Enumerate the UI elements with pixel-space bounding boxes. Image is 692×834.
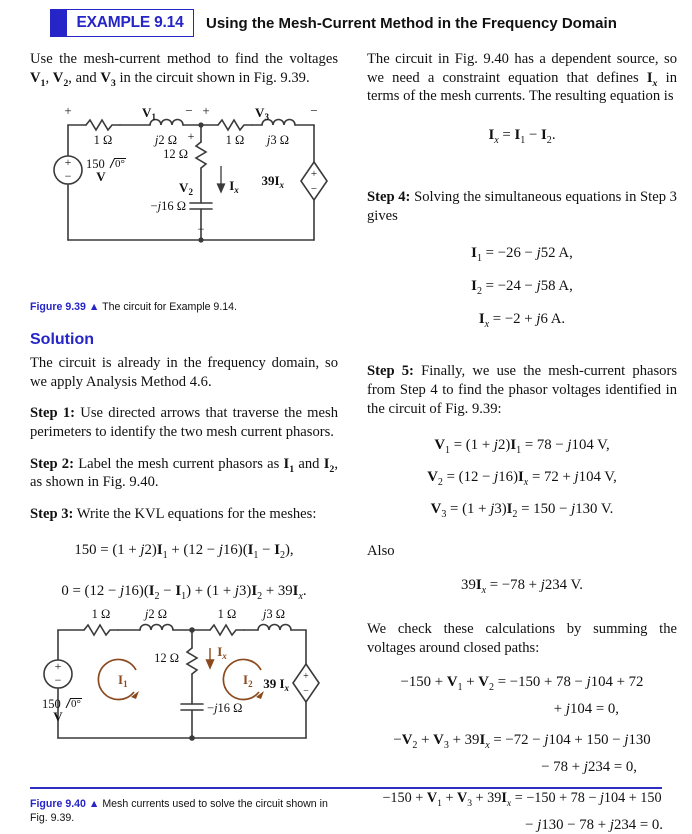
figure-39-caption [30,301,338,315]
caption-triangle-icon-2: ▲ [88,797,100,810]
svg-text:−: − [54,673,62,687]
caption-triangle-icon: ▲ [88,301,100,314]
result-V2: $V_2 = (12 - j16)I_x = 72 + j104$ V, [427,469,617,489]
right-intro-paragraph: The circuit in Fig. 9.40 has a dependent source, so we need a constraint equation that defines $I_x$ in terms of the mesh currents. The resulting equation is [367,51,677,105]
step1-text: Use directed arrows that traverse the mesh perimeters to identify the two mesh current phasors. [30,405,338,441]
label-r2-40: 1 Ω [217,608,237,621]
label-l2-39: j3 Ω [266,133,290,147]
circuit-40-svg [40,608,332,750]
svg-text:−: − [310,183,318,195]
label-v3-39: $V_3$ [255,105,269,122]
step4-paragraph [367,188,677,225]
polarity-minus-right-39: − [310,103,318,118]
label-l2-40: j3 Ω [262,608,286,621]
step2-paragraph: Step 2: Label the mesh current phasors as $I_1$ and $I_2$, as shown in Fig. 9.40. [30,455,338,491]
step2-label: Step 2: [30,455,74,472]
svg-text:+: + [303,671,309,682]
polarity-minus-v1-39: − [185,103,193,118]
check-equation-2a: $-V_2 + V_3 + 39I_x = -72 - j104 + 150 - j130$ [393,732,651,752]
label-r1-40: 1 Ω [91,608,111,621]
result-Ix: $I_x = -2 + j6$ A. [478,311,566,331]
label-l1-39: j2 Ω [154,133,178,147]
label-dep-source-40: 39 $I_x$ [263,676,289,693]
constraint-equation: $I_x = I_1 - I_2$. [488,127,556,146]
label-cap-39: −j16 Ω [150,199,186,213]
svg-text:−: − [303,686,309,697]
also-label: Also [367,543,395,560]
svg-text:150: 150 [42,697,61,711]
voltage-source-39 [54,155,82,184]
dependent-source-39 [301,162,327,200]
result-I1: $I_1 = -26 - j52$ A, [471,245,573,265]
check-equation-1b: + j104 = 0, [553,701,619,718]
figure-39-number: Figure 9.39 [30,301,86,314]
check-equation-1a: $-150 + V_1 + V_2 = -150 + 78 - j104 + 72$ [400,674,644,694]
label-cap-40: −j16 Ω [207,701,243,715]
result-V1: $V_1 = (1 + j2)I_1 = 78 - j104$ V, [434,437,610,457]
circuit-figure-40 [40,608,332,750]
source-label-40 [42,697,82,724]
voltage-source-40 [44,659,72,688]
step3-label: Step 3: [30,506,74,523]
ix-arrow-39 [218,166,225,192]
step5-paragraph [367,362,677,418]
dependent-source-40 [293,664,319,702]
label-v2-39: $V_2$ [179,180,193,197]
node-dot-top-40 [189,627,195,633]
label-r1-39: 1 Ω [93,133,113,147]
example-banner [50,9,650,37]
figure-40-number: Figure 9.40 [30,797,86,810]
polarity-minus-v2-39: − [197,222,205,236]
bottom-divider [30,787,662,789]
result-I2: $I_2 = -24 - j58$ A, [471,278,573,298]
svg-text:V: V [96,169,106,184]
example-number-box [66,9,194,37]
example-title: Using the Mesh-Current Method in the Frequency Domain [206,14,617,32]
kvl-equation-2: $0 = (12 - j16)(I_2 - I_1) + (1 + j3)I_2 + 39I_x$. [61,582,307,602]
right-column [367,50,677,834]
node-dot-bottom-39 [198,237,203,242]
svg-text:+: + [54,659,62,673]
check-equation-3b: − j130 − 78 + j234 = 0. [525,817,663,834]
circuit-39-svg [46,100,336,250]
step4-label: Step 4: [367,189,411,206]
check-equation-2b: − 78 + j234 = 0, [541,759,637,776]
step3-paragraph [30,505,338,524]
label-r2-39: 1 Ω [225,133,245,147]
circuit-figure-39 [46,100,336,250]
label-ix-40: $I_x$ [217,644,227,661]
svg-text:−: − [64,169,72,183]
figure-39-caption-text: The circuit for Example 9.14. [102,301,237,314]
step4-text: Solving the simultaneous equations in Step 3 gives [367,189,677,224]
svg-text:+: + [64,155,72,169]
polarity-plus-v3-39: + [202,103,210,118]
mesh-current-2-label: $I_2$ [243,672,253,689]
result-39Ix: $39I_x = -78 + j234$ V. [461,577,583,596]
result-V3: $V_3 = (1 + j3)I_2 = 150 - j130$ V. [430,501,614,521]
source-label-39 [86,157,126,184]
mesh-current-1-label: $I_1$ [118,672,128,689]
kvl-equation-1: $150 = (1 + j2)I_1 + (12 - j16)(I_1 - I_2)$, [74,541,294,561]
step1-paragraph [30,404,338,441]
label-ix-39: $I_x$ [229,178,239,195]
step1-label: Step 1: [30,405,75,422]
node-dot-bottom-40 [189,735,195,741]
label-dep-source-39: $39I_x$ [261,173,284,190]
step3-text: Write the KVL equations for the meshes: [76,506,317,523]
example-number-label: EXAMPLE 9.14 [76,14,184,31]
intro-paragraph: Use the mesh-current method to find the voltages $V_1$, $V_2$, and $V_3$ in the circuit shown in Fig. 9.39. [30,51,338,89]
label-r12-39: 12 Ω [163,147,188,161]
step5-label: Step 5: [367,363,414,380]
solution-intro: The circuit is already in the frequency domain, so we apply Analysis Method 4.6. [30,355,338,390]
check-paragraph: We check these calculations by summing the voltages around closed paths: [367,621,677,656]
svg-text:150: 150 [86,157,105,171]
solution-heading: Solution [30,331,94,349]
ix-arrow-40 [207,648,214,668]
svg-text:V: V [53,709,63,724]
polarity-plus-v2-39: + [187,129,195,143]
check-equation-3a: $-150 + V_1 + V_3 + 39I_x = -150 + 78 - j104 + 150$ [382,790,662,810]
svg-text:+: + [310,168,318,180]
step5-text: Finally, we use the mesh-current phasors from Step 4 to find the phasor voltages identified in the circuit of Fig. 9.39: [367,363,677,417]
node-dot-top-39 [198,122,203,127]
svg-text:0°: 0° [115,158,125,170]
label-l1-40: j2 Ω [144,608,168,621]
label-v1-39: $V_1$ [142,105,156,122]
figure-40-caption-text: Mesh currents used to solve the circuit shown in Fig. 9.39. [30,797,328,824]
svg-text:0°: 0° [71,698,81,710]
label-r12-40: 12 Ω [154,651,179,665]
polarity-plus-left-39: + [64,103,72,118]
